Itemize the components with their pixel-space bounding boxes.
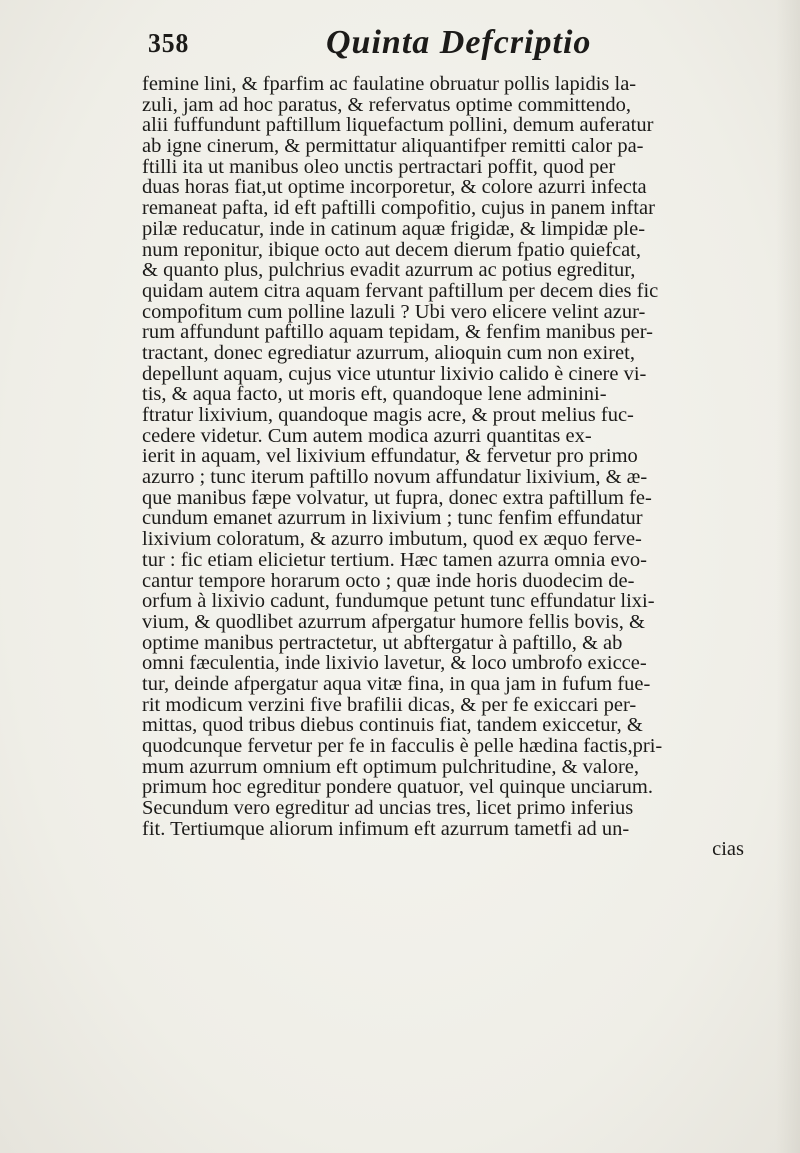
text-line: tur : fic etiam elicietur tertium. Hæc tamen azurra omnia evo- <box>142 548 647 571</box>
page-edge-shadow <box>776 0 800 1153</box>
text-line: remaneat pafta, id eft paftilli compofitio, cujus in panem inftar <box>142 197 655 220</box>
text-line: azurro ; tunc iterum paftillo novum affundatur lixivium, & æ- <box>142 466 648 489</box>
text-line: & quanto plus, pulchrius evadit azurrum ac potius egreditur, <box>142 259 636 282</box>
text-line: tractant, donec egrediatur azurrum, alioquin cum non exiret, <box>142 341 635 364</box>
text-line: Secundum vero egreditur ad uncias tres, licet primo inferius <box>142 797 634 820</box>
text-line: num reponitur, ibique octo aut decem dierum fpatio quiefcat, <box>142 238 641 261</box>
text-line: optime manibus pertractetur, ut abftergatur à paftillo, & ab <box>142 631 623 654</box>
text-line: ierit in aquam, vel lixivium effundatur, & fervetur pro primo <box>142 445 638 468</box>
text-line: omni fæculentia, inde lixivio lavetur, & loco umbrofo exicce- <box>142 652 647 675</box>
text-line: quidam autem citra aquam fervant paftillum per decem dies fic <box>142 279 659 302</box>
text-line: vium, & quodlibet azurrum afpergatur humore fellis bovis, & <box>142 610 645 633</box>
text-line: zuli, jam ad hoc paratus, & refervatus optime committendo, <box>142 93 632 116</box>
body-text <box>142 74 760 860</box>
text-line: orfum à lixivio cadunt, fundumque petunt tunc effundatur lixi- <box>142 590 655 613</box>
text-line: tis, & aqua facto, ut moris eft, quandoque lene adminini- <box>142 383 607 406</box>
text-line: pilæ reducatur, inde in catinum aquæ frigidæ, & limpidæ ple- <box>142 217 646 240</box>
text-line: quodcunque fervetur per fe in facculis è pelle hædina factis,pri- <box>142 735 663 757</box>
running-head <box>148 24 688 72</box>
text-line: rum affundunt paftillo aquam tepidam, & fenfim manibus per- <box>142 321 654 344</box>
text-line: primum hoc egreditur pondere quatuor, vel quinque unciarum. <box>142 776 653 799</box>
text-line: femine lini, & fparfim ac faulatine obruatur pollis lapidis la- <box>142 73 637 95</box>
text-line: alii fuffundunt paftillum liquefactum pollini, demum auferatur <box>142 114 654 137</box>
text-line: ab igne cinerum, & permittatur aliquantifper remitti calor pa- <box>142 135 644 158</box>
text-line: cedere videtur. Cum autem modica azurri quantitas ex- <box>142 424 592 447</box>
text-line: duas horas fiat,ut optime incorporetur, & colore azurri infecta <box>142 176 647 199</box>
text-line: tur, deinde afpergatur aqua vitæ fina, in qua jam in fufum fue- <box>142 672 651 695</box>
text-line: ftratur lixivium, quandoque magis acre, & prout melius fuc- <box>142 404 634 426</box>
text-line: fit. Tertiumque aliorum infimum eft azurrum tametfi ad un- <box>142 817 630 840</box>
running-title: Quinta Defcriptio <box>326 24 592 61</box>
text-line: compofitum cum polline lazuli ? Ubi vero elicere velint azur- <box>142 300 646 323</box>
catchword: cias <box>712 838 744 861</box>
text-line: ftilli ita ut manibus oleo unctis pertractari poffit, quod per <box>142 155 616 178</box>
text-line: mum azurrum omnium eft optimum pulchritudine, & valore, <box>142 755 640 778</box>
text-line: rit modicum verzini five brafilii dicas, & per fe exiccari per- <box>142 693 637 716</box>
text-line: cundum emanet azurrum in lixivium ; tunc fenfim effundatur <box>142 507 643 530</box>
text-line: depellunt aquam, cujus vice utuntur lixivio calido è cinere vi- <box>142 362 647 385</box>
text-line: que manibus fæpe volvatur, ut fupra, donec extra paftillum fe- <box>142 486 652 509</box>
text-line: lixivium coloratum, & azurro imbutum, quod ex æquo ferve- <box>142 528 642 551</box>
page-number: 358 <box>148 28 190 58</box>
text-line: mittas, quod tribus diebus continuis fiat, tandem exiccetur, & <box>142 714 643 737</box>
text-line: cantur tempore horarum octo ; quæ inde horis duodecim de- <box>142 569 635 592</box>
